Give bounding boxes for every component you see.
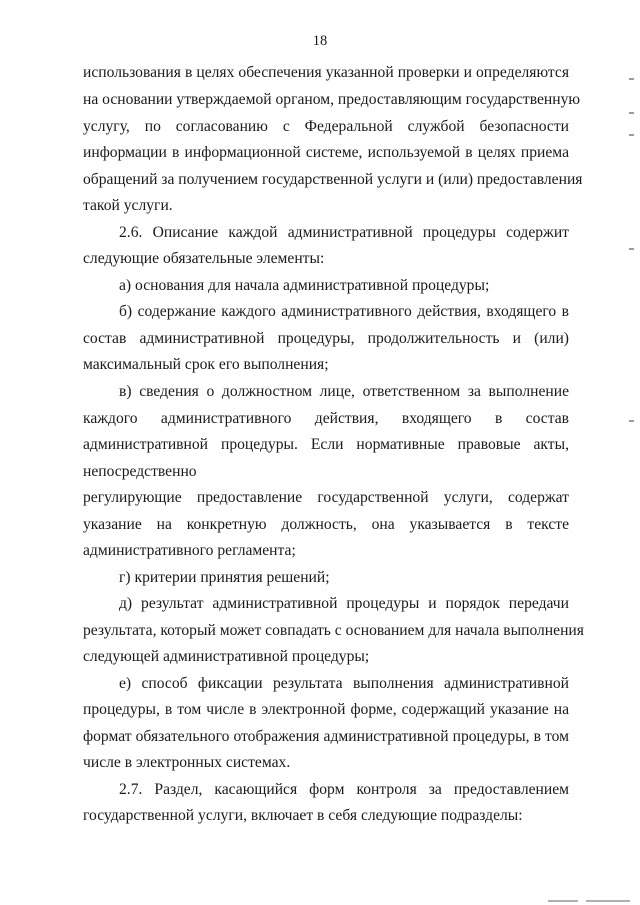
text-line: состав административной процедуры, продолжительность и (или) <box>83 330 569 347</box>
text-line: обращений за получением государственной услуги и (или) предоставления <box>83 171 583 188</box>
text-line: административного регламента; <box>83 542 296 559</box>
text-line: б) содержание каждого административного действия, входящего в <box>119 303 569 320</box>
text-line: максимальный срок его выполнения; <box>83 356 329 373</box>
text-line: на основании утверждаемой органом, предоставляющим государственную <box>83 91 581 108</box>
text-line: 2.7. Раздел, касающийся форм контроля за предоставлением <box>119 781 569 798</box>
text-line: е) способ фиксации результата выполнения административной <box>119 675 569 692</box>
text-line: такой услуги. <box>83 197 173 214</box>
text-line: информации в информационной системе, используемой в целях приема <box>83 144 569 161</box>
text-line: регулирующие предоставление государственной услуги, содержат <box>83 489 569 506</box>
text-line: использования в целях обеспечения указанной проверки и определяются <box>83 64 569 81</box>
text-line: процедуры, в том числе в электронной форме, содержащий указание на <box>83 701 569 718</box>
text-line: каждого административного действия, входящего в состав <box>83 410 569 427</box>
text-line: результата, который может совпадать с основанием для начала выполнения <box>83 622 584 639</box>
text-line: услугу, по согласованию с Федеральной службой безопасности <box>83 118 569 135</box>
scan-artifact <box>629 248 634 250</box>
text-line: указание на конкретную должность, она указывается в тексте <box>83 516 569 533</box>
text-line: д) результат административной процедуры и порядок передачи <box>119 595 569 612</box>
scan-artifact <box>629 134 634 136</box>
text-line: административной процедуры. Если нормативные правовые акты, <box>83 436 569 453</box>
scan-artifact <box>629 420 634 422</box>
text-line: числе в электронных системах. <box>83 754 291 771</box>
scan-artifact <box>548 900 578 902</box>
page-number: 18 <box>312 33 328 49</box>
text-line: г) критерии принятия решений; <box>119 569 330 586</box>
text-line: непосредственно <box>83 463 197 480</box>
text-line: формат обязательного отображения административной процедуры, в том <box>83 728 569 745</box>
scan-artifact <box>629 112 634 114</box>
text-line: а) основания для начала административной процедуры; <box>119 277 490 294</box>
scan-artifact <box>586 900 630 902</box>
text-line: следующей административной процедуры; <box>83 648 370 665</box>
scan-artifact <box>629 78 634 80</box>
text-line: 2.6. Описание каждой административной процедуры содержит <box>119 224 569 241</box>
text-line: в) сведения о должностном лице, ответственном за выполнение <box>119 383 569 400</box>
text-line: следующие обязательные элементы: <box>83 250 325 267</box>
text-line: государственной услуги, включает в себя следующие подразделы: <box>83 807 523 824</box>
